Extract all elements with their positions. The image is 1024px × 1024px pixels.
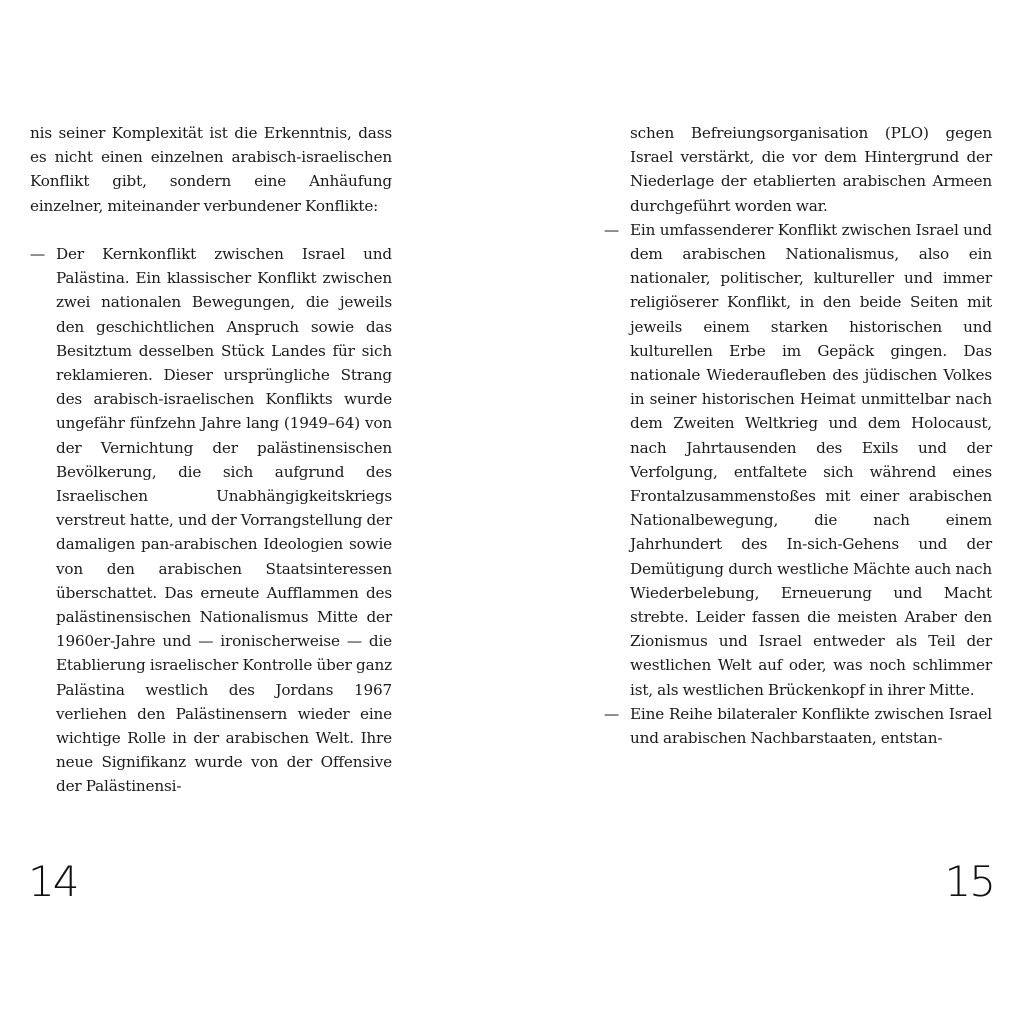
em-dash-bullet: — [604, 704, 620, 723]
conflict-list-left [30, 242, 392, 799]
list-item-core-conflict [30, 242, 392, 799]
conflict-list-right [604, 218, 992, 750]
list-item-text: Eine Reihe bilateraler Konflikte zwischen Israel und arabischen Nachbarstaaten, entstan- [630, 704, 992, 748]
page-number-right: 15 [944, 857, 994, 906]
right-page [512, 0, 1024, 1024]
list-item-text: Der Kernkonflikt zwischen Israel und Palästina. Ein klassischer Konflikt zwischen zwei nationalen Bewegungen, die jeweils den geschichtlichen Anspruch sowie das Besitztum desselben Stück Landes für sich reklamieren. Dieser ursprüngliche Strang des arabisch-israelischen Konflikts wurde ungefähr fünfzehn Jahre lang (1949–64) von der Vernichtung der palästinensischen Bevölkerung, die sich aufgrund des Israelischen Unabhängigkeitskriegs verstreut hatte, und der Vorrangstellung der damaligen pan-arabischen Ideologien sowie von den arabischen Staatsinteressen überschattet. Das erneute Aufflammen des palästinensischen Nationalismus Mitte der 1960er-Jahre und — ironischerweise — die Etablierung israelischer Kontrolle über ganz Palästina westlich des Jordans 1967 verliehen den Palästinensern wieder eine wichtige Rolle in der arabischen Welt. Ihre neue Signifikanz wurde von der Offensive der Palästinensi- [56, 245, 392, 796]
list-item-text: Ein umfassenderer Konflikt zwischen Israel und dem arabischen Nationalismus, also ein nationaler, politischer, kultureller und immer religiöserer Konflikt, in den beide Seiten mit jeweils einem starken historischen und kulturellen Erbe im Gepäck gingen. Das nationale Wiederaufleben des jüdischen Volkes in seiner historischen Heimat unmittelbar nach dem Zweiten Weltkrieg und dem Holocaust, nach Jahrtausenden des Exils und der Verfolgung, entfaltete sich während eines Frontalzusammenstoßes mit einer arabischen Nationalbewegung, die nach einem Jahrhundert des In-sich-Gehens und der Demütigung durch westliche Mächte auch nach Wiederbelebung, Erneuerung und Macht strebte. Leider fassen die meisten Araber den Zionismus und Israel entweder als Teil der westlichen Welt auf oder, was noch schlimmer ist, als westlichen Brückenkopf in ihrer Mitte. [630, 220, 992, 699]
list-item-broader-conflict [604, 218, 992, 702]
right-text-block [604, 121, 992, 750]
em-dash-bullet: — [30, 245, 46, 263]
page-number-left: 14 [28, 857, 78, 906]
left-text-block [30, 121, 392, 799]
continued-list-text: schen Befreiungsorganisation (PLO) gegen Israel verstärkt, die vor dem Hintergrund der Niederlage der etablierten arabischen Armeen durchgeführt worden war. [630, 124, 992, 215]
em-dash-bullet: — [604, 220, 620, 239]
paragraph-spacer [30, 218, 392, 242]
list-item-bilateral-conflicts [604, 702, 992, 750]
intro-paragraph: nis seiner Komplexität ist die Erkenntnis, dass es nicht einen einzelnen arabisch-israelischen Konflikt gibt, sondern eine Anhäufung einzelner, miteinander verbundener Konflikte: [30, 124, 392, 215]
